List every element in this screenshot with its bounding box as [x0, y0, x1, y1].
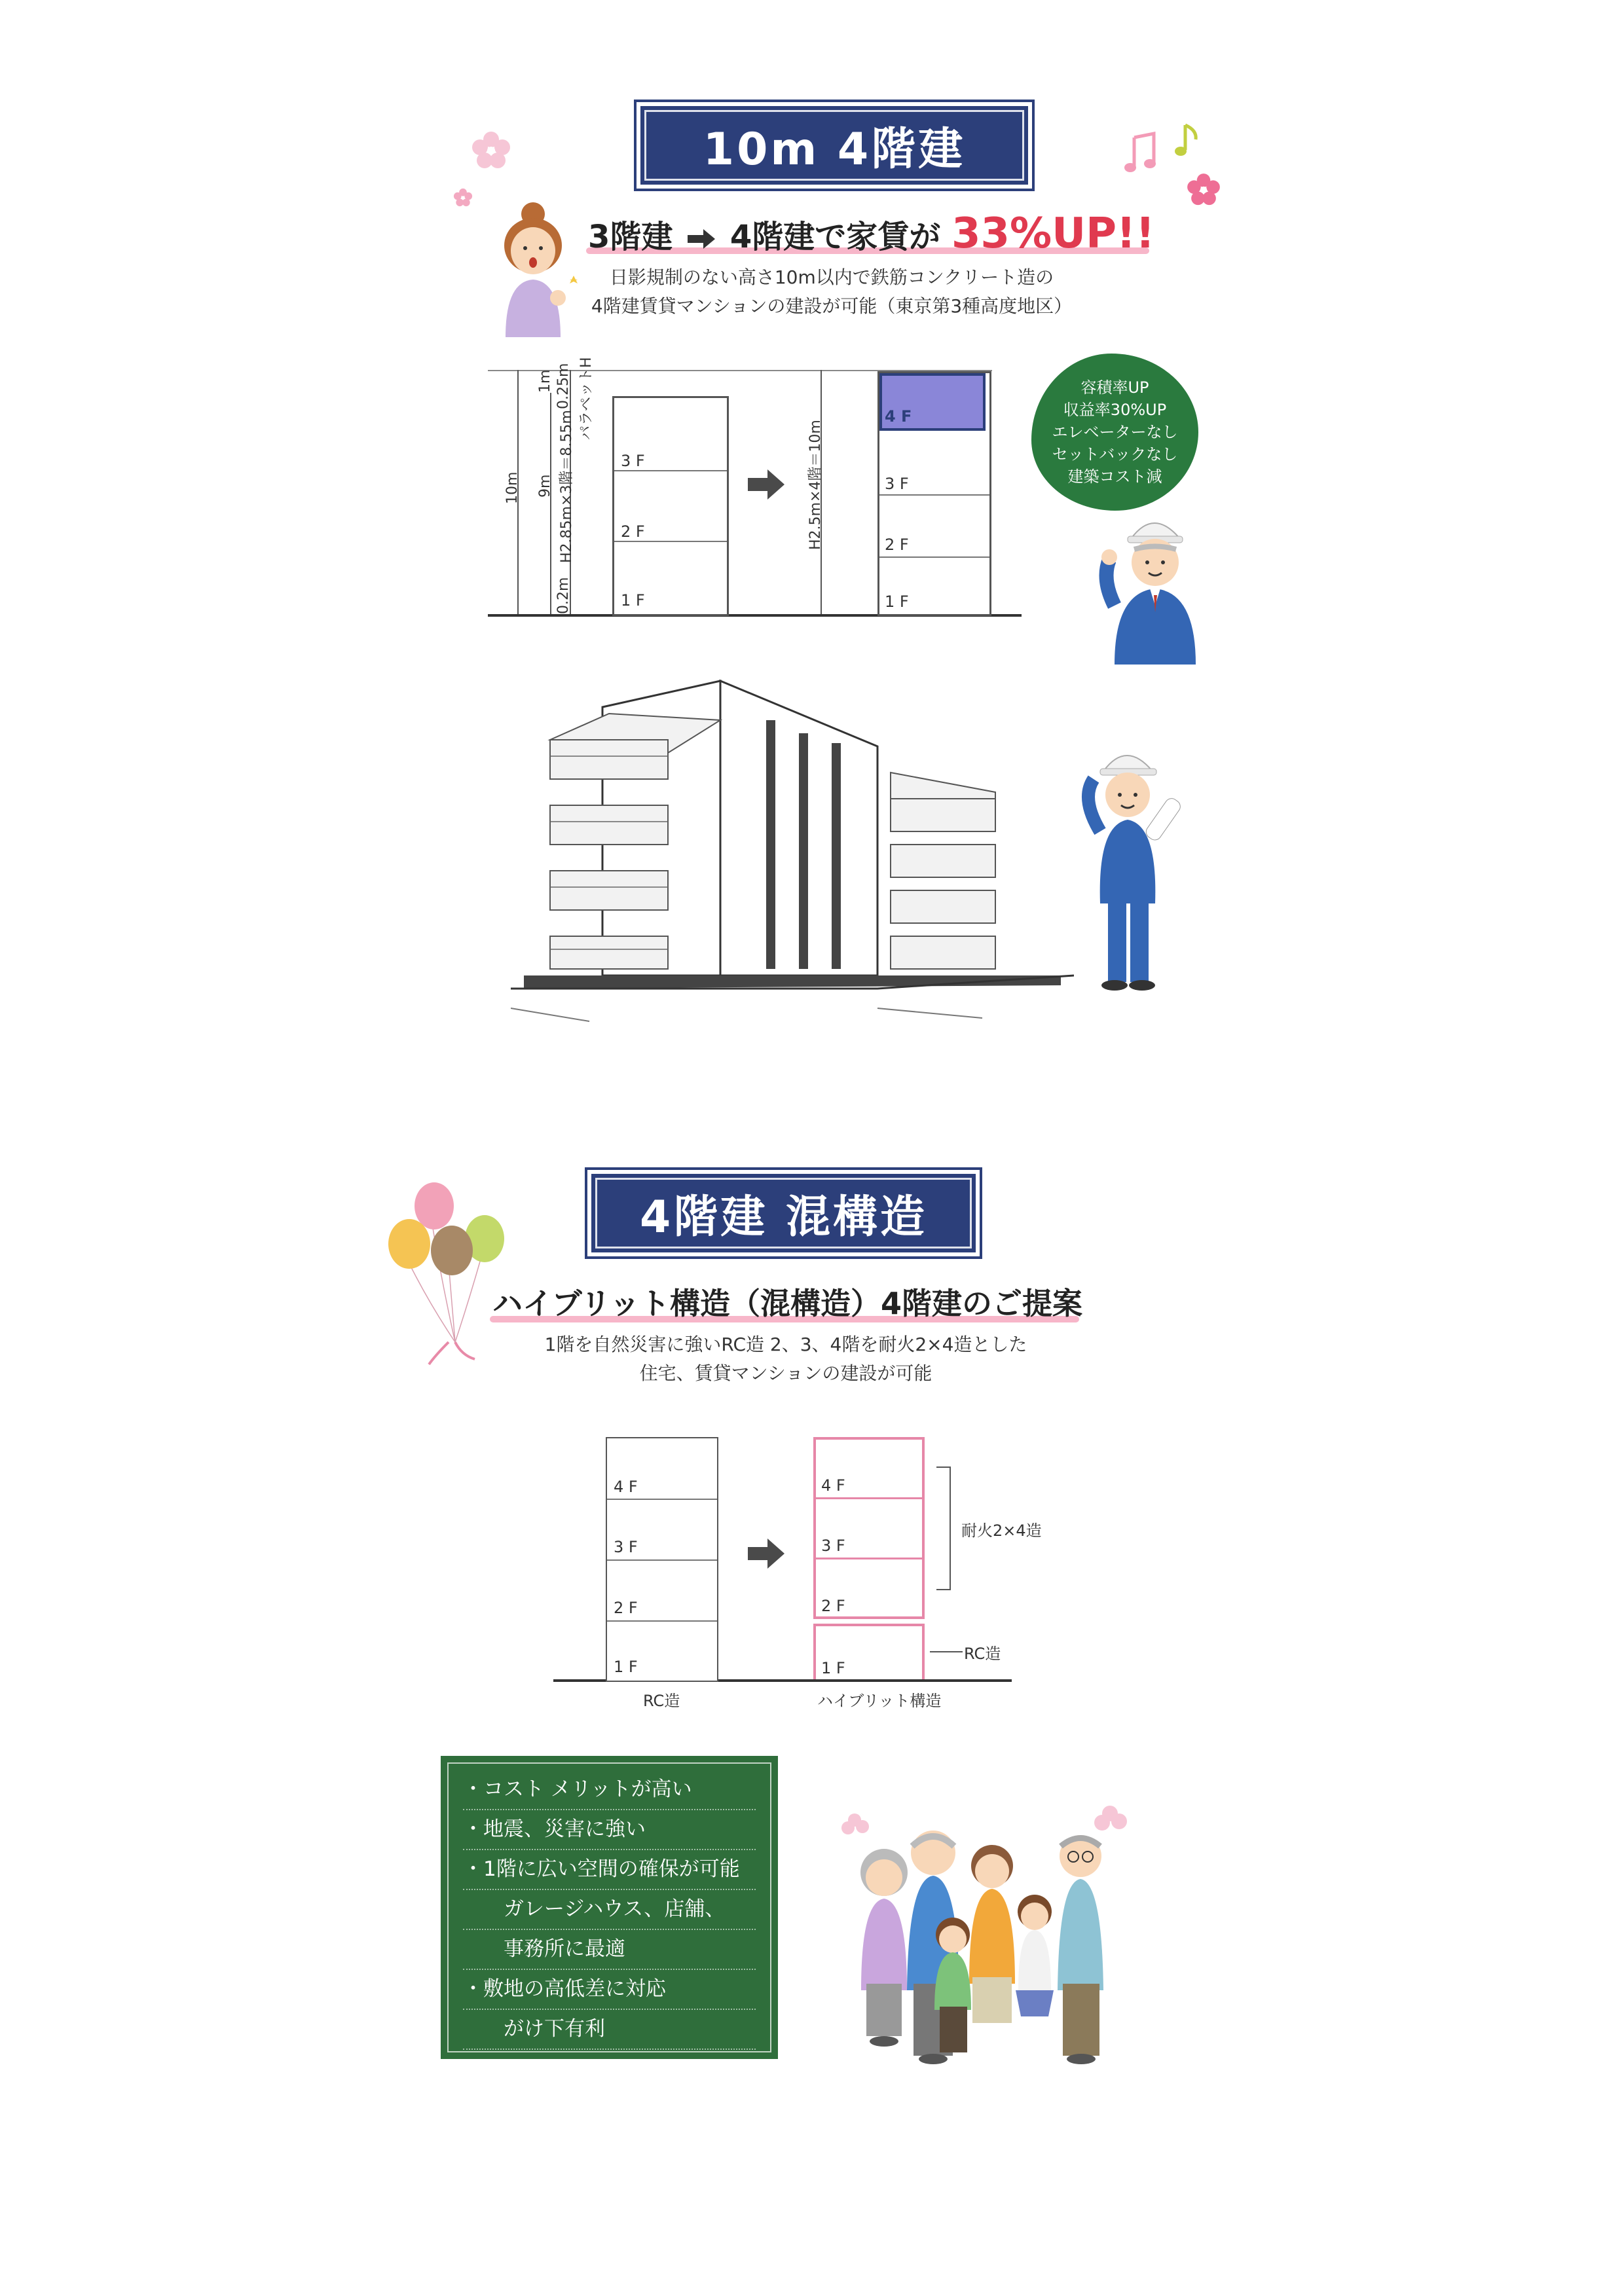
floor-label: 2 F — [614, 1599, 638, 1617]
dim-02m: 0.2m — [555, 577, 572, 614]
section2-desc-line1: 1階を自然災害に強いRC造 2、3、4階を耐火2×4造とした — [544, 1334, 1027, 1355]
dim-h3: H2.85m×3階＝8.55m — [559, 410, 575, 563]
floor-label: 4 F — [614, 1478, 638, 1496]
floor-label: 2 F — [885, 536, 909, 554]
dim-h4: H2.5m×4階＝10m — [807, 420, 824, 550]
floor-label: 1 F — [821, 1659, 845, 1677]
hybrid-upper — [813, 1437, 925, 1619]
building-3f — [612, 396, 729, 616]
merit-item: ・1階に広い空間の確保が可能 — [463, 1850, 756, 1890]
woman-illustration — [492, 200, 584, 337]
worker-illustration — [1095, 507, 1213, 665]
floor-label: 3 F — [885, 475, 909, 493]
merit-item: ガレージハウス、店舗、 — [463, 1890, 756, 1930]
merit-item: ・地震、災害に強い — [463, 1810, 756, 1850]
merit-item: ・コスト メリットが高い — [463, 1770, 756, 1810]
building-4f — [877, 371, 991, 616]
headline-mid: 4階建で家賃が — [729, 219, 941, 255]
section1-desc-line1: 日影規制のない高さ10m以内で鉄筋コンクリート造の — [609, 266, 1054, 288]
arrow-right-icon — [747, 468, 786, 501]
section1-banner — [640, 106, 1028, 185]
bubble-line: 建築コスト減 — [1067, 467, 1162, 486]
section1-desc — [576, 263, 1087, 321]
hybrid-caption: ハイブリット構造 — [817, 1692, 942, 1710]
floor-label: 4 F — [821, 1476, 845, 1495]
section2-desc — [511, 1330, 1061, 1388]
floor-label: 1 F — [614, 1658, 638, 1676]
dim-10m: 10m — [504, 471, 521, 504]
building-illustration — [511, 668, 1074, 1034]
floor-label: 3 F — [821, 1537, 845, 1555]
section2-banner-text: 4階建 混構造 — [640, 1191, 927, 1243]
merit-item: がけ下有利 — [463, 2010, 756, 2050]
floor-label: 2 F — [621, 522, 645, 541]
hybrid-lower — [813, 1624, 925, 1679]
section2-desc-line2: 住宅、賃貸マンションの建設が可能 — [639, 1362, 932, 1384]
dim-025m: 0.25m — [555, 363, 572, 409]
section2-headline: ハイブリット構造（混構造）4階建のご提案 — [492, 1286, 1082, 1321]
benefits-bubble — [1031, 354, 1198, 511]
sakura-icon — [452, 187, 474, 209]
floor-label: 1 F — [885, 592, 909, 611]
floor-label: 1 F — [621, 591, 645, 610]
headline-prefix: 3階建 — [588, 219, 673, 255]
floor-label: 2 F — [821, 1597, 845, 1615]
rc-caption: RC造 — [643, 1692, 680, 1710]
music-note-icon — [1172, 121, 1205, 160]
section1-desc-line2: 4階建賃貸マンションの建設が可能（東京第3種高度地区） — [591, 295, 1073, 317]
bracket-upper — [936, 1467, 951, 1590]
section1-headline — [588, 210, 1154, 258]
sakura-icon — [468, 128, 514, 173]
rc-building — [606, 1437, 718, 1682]
dim-line-9m — [550, 393, 551, 614]
dim-1m: 1m — [537, 369, 553, 393]
arrow-right-icon — [747, 1537, 786, 1570]
floor-label: 3 F — [614, 1538, 638, 1556]
section1-banner-text: 10m 4階建 — [703, 123, 966, 175]
note-rc: RC造 — [964, 1645, 1001, 1663]
note-rc-line — [930, 1651, 963, 1652]
worker-illustration — [1074, 740, 1192, 995]
balloon-icon — [383, 1178, 514, 1368]
bubble-line: エレベーターなし — [1052, 423, 1178, 441]
merit-item: 事務所に最適 — [463, 1930, 756, 1970]
floor-label: 3 F — [621, 452, 645, 470]
bubble-line: セットバックなし — [1052, 445, 1178, 464]
dim-9m: 9m — [537, 474, 553, 498]
sakura-icon — [1184, 170, 1223, 210]
floor-label: 4 F — [885, 407, 912, 426]
section2-banner — [591, 1174, 976, 1252]
headline-accent: 33%UP!! — [951, 210, 1155, 258]
music-note-icon — [1121, 131, 1167, 177]
note-2x4: 耐火2×4造 — [961, 1522, 1042, 1540]
arrow-right-icon — [686, 228, 716, 250]
merits-box — [441, 1756, 778, 2059]
family-illustration — [835, 1794, 1136, 2069]
parapet-label: パラペットH — [578, 357, 595, 440]
bubble-line: 容積率UP — [1080, 378, 1149, 397]
bubble-line: 収益率30%UP — [1063, 401, 1167, 419]
merit-item: ・敷地の高低差に対応 — [463, 1970, 756, 2010]
